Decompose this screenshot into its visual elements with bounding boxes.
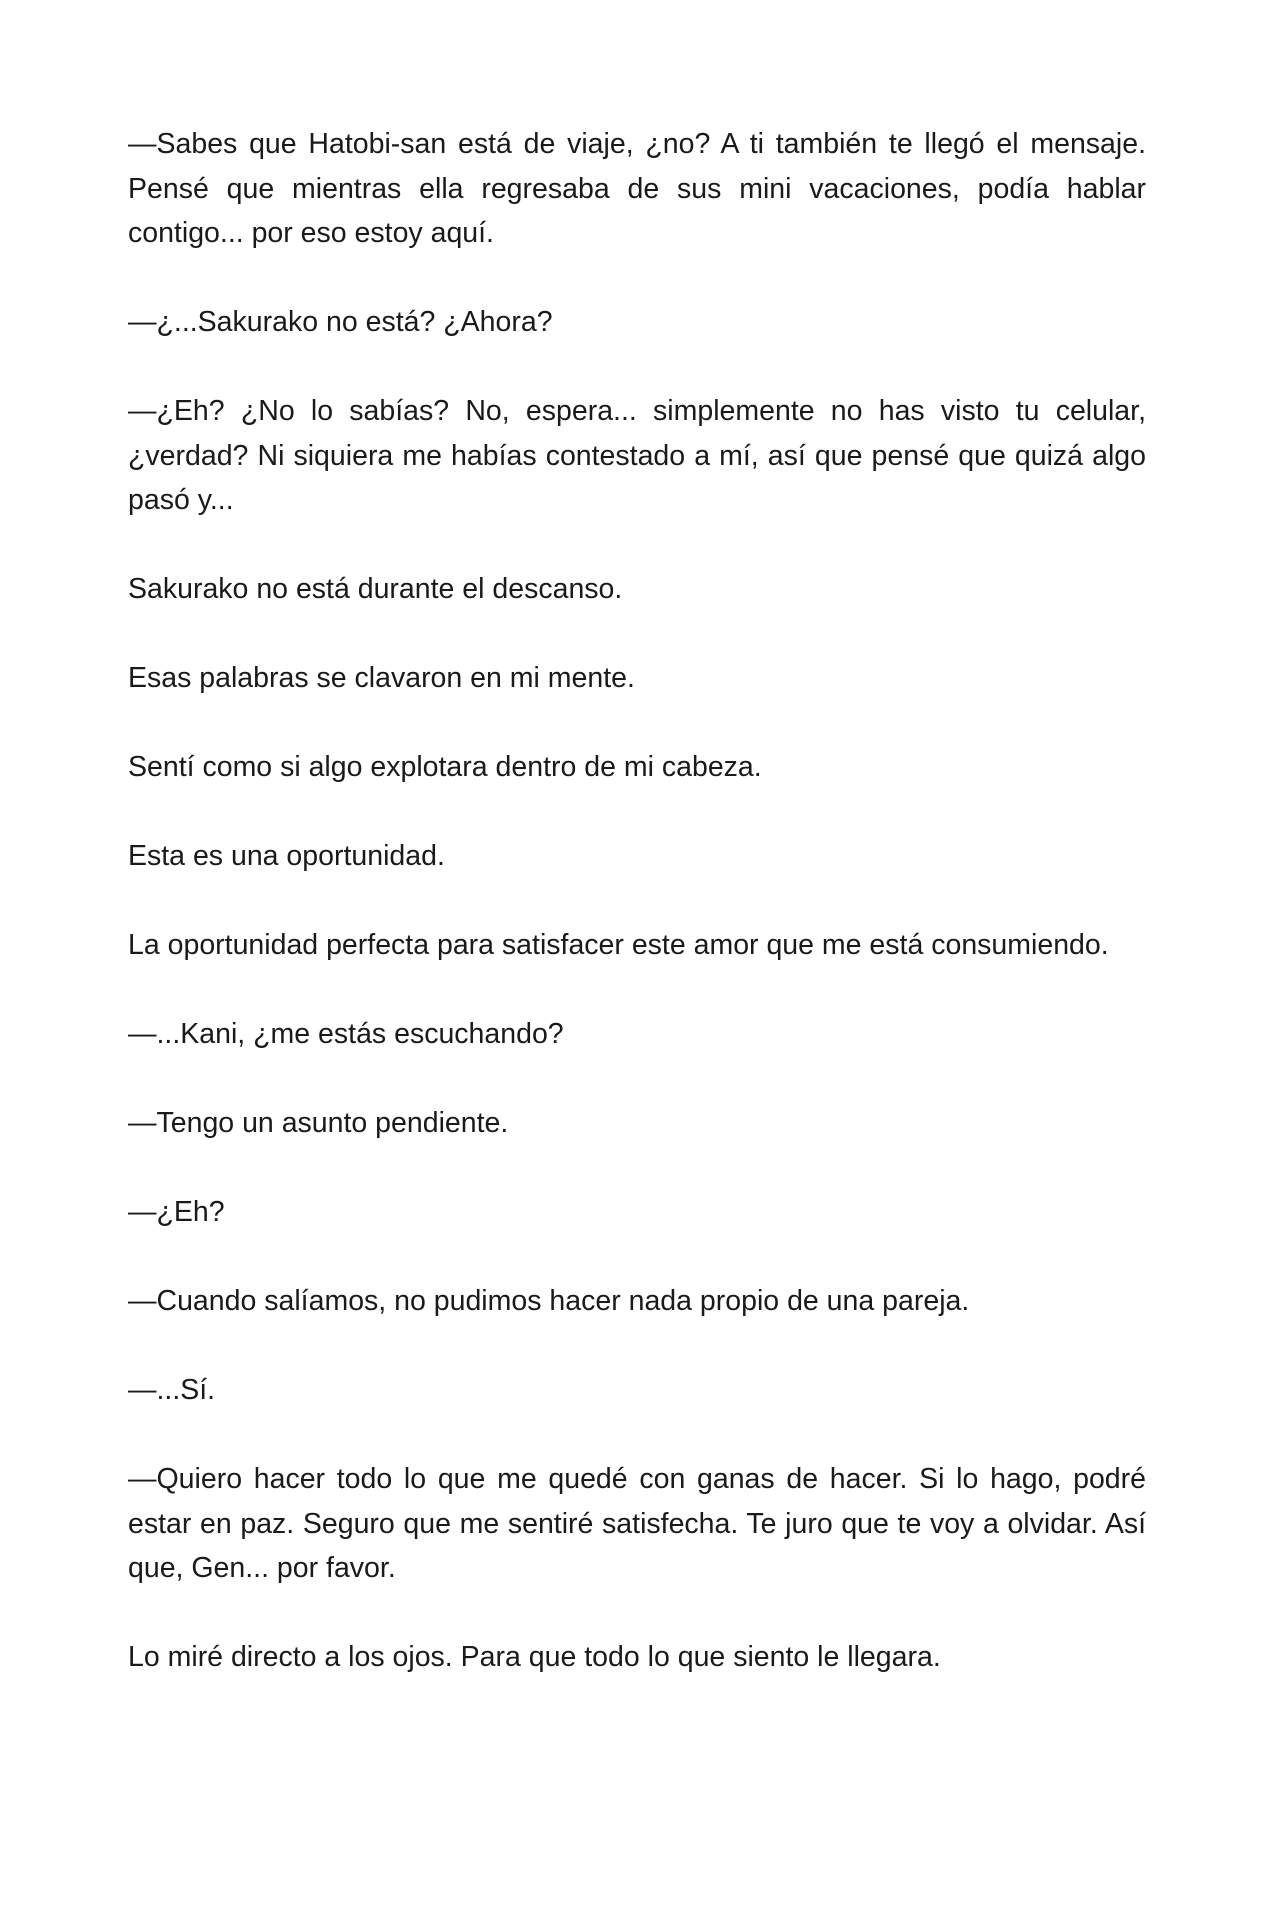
paragraph: Sakurako no está durante el descanso. <box>128 573 623 605</box>
paragraph: Lo miré directo a los ojos. Para que todo lo que siento le llegara. <box>128 1641 941 1673</box>
paragraph: —...Sí. <box>128 1374 216 1406</box>
paragraph: —Sabes que Hatobi-san está de viaje, ¿no? A ti también te llegó el mensaje. Pensé que mientras ella regresaba de sus mini vacaciones, podía hablar contigo... por eso estoy aquí. <box>128 128 1146 249</box>
paragraph: —Tengo un asunto pendiente. <box>128 1107 509 1139</box>
paragraph: —...Kani, ¿me estás escuchando? <box>128 1018 564 1050</box>
paragraph: Esta es una oportunidad. <box>128 840 445 872</box>
paragraph: Sentí como si algo explotara dentro de mi cabeza. <box>128 751 762 783</box>
paragraph: —Cuando salíamos, no pudimos hacer nada propio de una pareja. <box>128 1285 970 1317</box>
paragraph: —¿Eh? <box>128 1196 225 1228</box>
paragraph: Esas palabras se clavaron en mi mente. <box>128 662 635 694</box>
paragraph: —¿...Sakurako no está? ¿Ahora? <box>128 306 553 338</box>
paragraph: —Quiero hacer todo lo que me quedé con ganas de hacer. Si lo hago, podré estar en paz. Seguro que me sentiré satisfecha. Te juro que te voy a olvidar. Así que, Gen... por favor. <box>128 1463 1146 1584</box>
paragraph: La oportunidad perfecta para satisfacer este amor que me está consumiendo. <box>128 929 1109 961</box>
paragraph: —¿Eh? ¿No lo sabías? No, espera... simplemente no has visto tu celular, ¿verdad? Ni siquiera me habías contestado a mí, así que pensé que quizá algo pasó y... <box>128 395 1146 516</box>
